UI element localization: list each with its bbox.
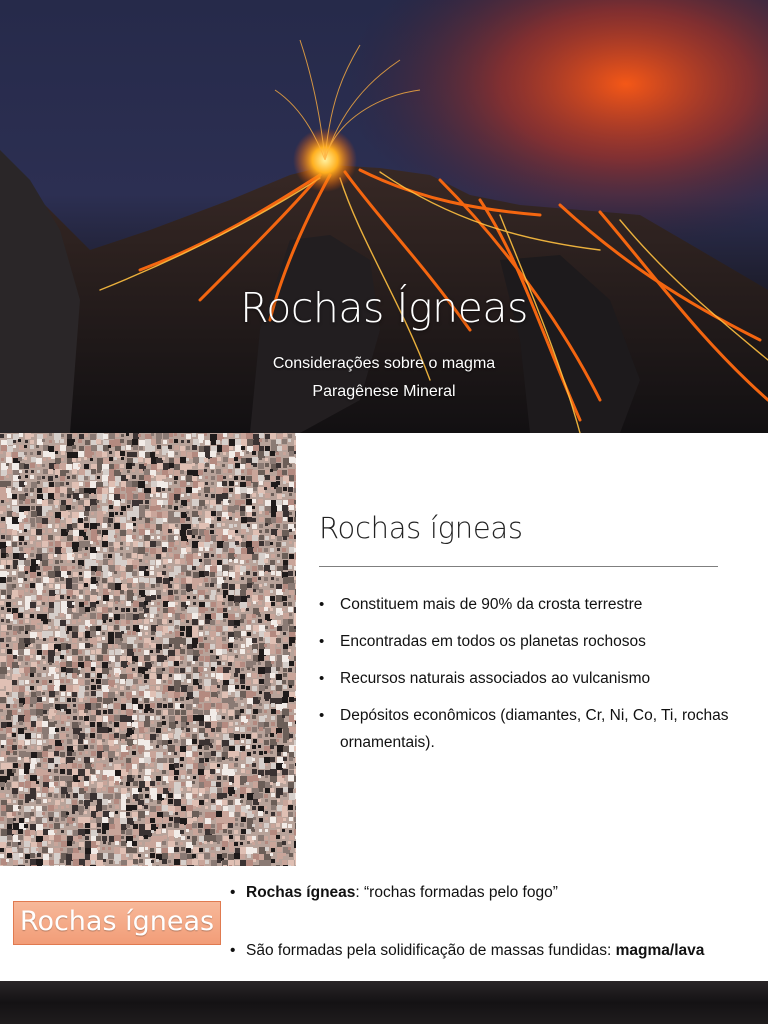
list-item [319, 702, 739, 756]
bullet-icon: • [319, 596, 325, 613]
granite-texture-image [0, 433, 296, 866]
list-item-text: Encontradas em todos os planetas rochosos [340, 633, 646, 650]
list-item [319, 628, 739, 655]
definition-line [230, 884, 558, 902]
list-item [319, 591, 739, 618]
list-item-text: Constituem mais de 90% da crosta terrestre [340, 596, 643, 613]
slide-title: Rochas Ígneas [240, 284, 528, 332]
definition-slide [0, 866, 768, 1024]
section-title: Rochas ígneas [319, 511, 523, 545]
topic-badge: Rochas ígneas [13, 901, 221, 945]
bullet-icon: • [319, 707, 325, 724]
bullet-icon: • [319, 633, 325, 650]
list-item-text: Depósitos econômicos (diamantes, Cr, Ni, Co, Ti, rochas ornamentais). [340, 707, 729, 751]
magma-bold: magma/lava [615, 942, 705, 959]
formation-text: São formadas pela solidificação de massas fundidas: [246, 942, 616, 959]
overview-slide [0, 433, 768, 866]
term-bold: Rochas ígneas [246, 884, 356, 901]
list-item [319, 665, 739, 692]
title-slide [0, 0, 768, 433]
formation-line [230, 942, 704, 960]
bullet-icon: • [319, 670, 325, 687]
bullet-icon: • [230, 884, 236, 901]
title-divider [319, 566, 718, 567]
bullet-icon: • [230, 942, 236, 959]
next-slide-preview [0, 981, 768, 1024]
definition-text: : “rochas formadas pelo fogo” [355, 884, 558, 901]
subtitle-magma: Considerações sobre o magma [272, 355, 496, 372]
subtitle-paragenesis: Paragênese Mineral [312, 383, 456, 400]
fact-list [319, 591, 739, 766]
list-item-text: Recursos naturais associados ao vulcanismo [340, 670, 651, 687]
